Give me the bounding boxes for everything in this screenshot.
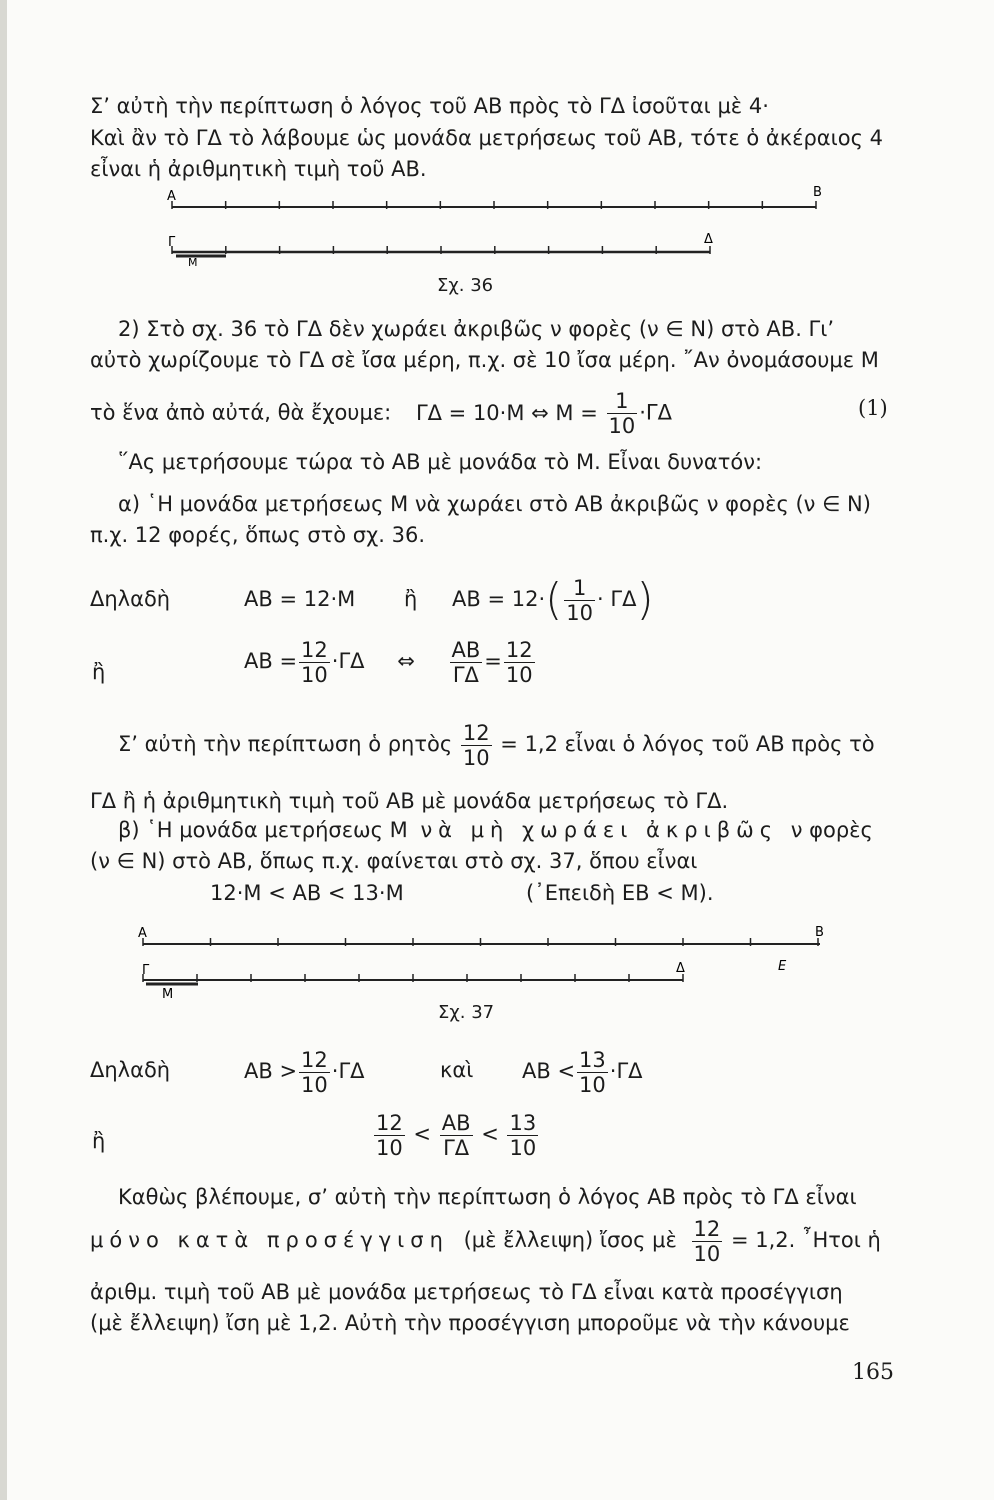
case-b-line2: (ν ∈ Ν) στὸ ΑΒ, ὅπως π.χ. φαίνεται στὸ σχ. 37, ὅπου εἶναι	[90, 849, 698, 873]
eq-ab-12-10-gd: ΑΒ = $\frac{12}{10}$ ·ΓΔ ⇔ $\frac{AB}{\Gamma\Delta}$ = $\frac{12}{10}$	[244, 637, 533, 687]
para2-line4: ῞Ας μετρήσουμε τώρα τὸ ΑΒ μὲ μονάδα τὸ Μ. Εἶναι δυνατόν:	[118, 450, 763, 474]
label-e: Ε	[778, 959, 787, 974]
ineq-ab-lt: ΑΒ < $\frac{13}{10}$ ·ΓΔ	[522, 1047, 643, 1097]
fig37-caption: Σχ. 37	[438, 1002, 495, 1023]
label-d: Δ	[676, 961, 685, 976]
label-b: Β	[813, 186, 822, 200]
label-a: Α	[167, 189, 176, 204]
eq-ab-12-frac: ΑΒ = 12·( $\frac{1}{10}$ · ΓΔ)	[452, 574, 654, 625]
figure-37	[0, 922, 994, 1002]
conclusion-line1: Σ’ αὐτὴ τὴν περίπτωση ὁ ρητὸς $\frac{12}{10}$ = 1,2 εἶναι ὁ λόγος τοῦ ΑΒ πρὸς τὸ	[118, 720, 875, 770]
case-b-ineq: 12·Μ < ΑΒ < 13·Μ	[210, 881, 404, 905]
word-kai: καὶ	[440, 1058, 474, 1082]
label-g: Γ	[142, 963, 150, 978]
label-dilady-2: Δηλαδὴ	[90, 1058, 171, 1082]
ineq-combined: $\frac{12}{10}$ < $\frac{AB}{\Gamma\Delta}$ < $\frac{13}{10}$	[376, 1110, 537, 1160]
label-b: Β	[815, 925, 824, 940]
fig36-caption: Σχ. 36	[437, 275, 494, 296]
last-line2: μόνο κατὰ προσέγγιση (μὲ ἔλλειψη) ἴσος μὲ $\frac{12}{10}$ = 1,2. ῏Ητοι ἡ	[90, 1216, 881, 1266]
or-word: ἢ	[404, 587, 418, 611]
para1-line1: Σ’ αὐτὴ τὴν περίπτωση ὁ λόγος τοῦ ΑΒ πρὸς τὸ ΓΔ ἰσοῦται μὲ 4·	[90, 94, 769, 118]
case-b-line1: β) ῾Η μονάδα μετρήσεως Μ νὰ μὴ χωράει ἀκριβῶς ν φορὲς	[118, 818, 873, 842]
label-dilady: Δηλαδὴ	[90, 587, 171, 611]
page-number: 165	[852, 1360, 894, 1385]
label-g: Γ	[168, 235, 176, 250]
label-d: Δ	[704, 232, 713, 247]
fraction-1-10: $\frac{1}{10}$	[608, 389, 636, 438]
or-word-3: ἢ	[92, 1129, 106, 1153]
conclusion-line2: ΓΔ ἢ ἡ ἀριθμητικὴ τιμὴ τοῦ ΑΒ μὲ μονάδα μετρήσεως τὸ ΓΔ.	[90, 789, 729, 813]
or-word-2: ἢ	[92, 660, 106, 684]
case-a-line1: α) ῾Η μονάδα μετρήσεως Μ νὰ χωράει στὸ ΑΒ ἀκριβῶς ν φορὲς (ν ∈ Ν)	[118, 492, 871, 516]
last-line1: Καθὼς βλέπουμε, σ’ αὐτὴ τὴν περίπτωση ὁ λόγος ΑΒ πρὸς τὸ ΓΔ εἶναι	[118, 1185, 857, 1209]
eq-ab-12m: ΑΒ = 12·Μ	[244, 587, 356, 611]
last-line3: ἀριθμ. τιμὴ τοῦ ΑΒ μὲ μονάδα μετρήσεως τὸ ΓΔ εἶναι κατὰ προσέγγιση	[90, 1280, 843, 1304]
figure-36	[0, 186, 994, 276]
equation-number: (1)	[858, 396, 888, 420]
para1-line2: Καὶ ἂν τὸ ΓΔ τὸ λάβουμε ὡς μονάδα μετρήσεως τοῦ ΑΒ, τότε ὁ ἀκέραιος 4	[90, 126, 883, 150]
para2-line1: 2) Στὸ σχ. 36 τὸ ΓΔ δὲν χωράει ἀκριβῶς ν φορὲς (ν ∈ Ν) στὸ ΑΒ. Γι’	[118, 317, 835, 341]
label-a: Α	[138, 926, 147, 941]
label-m: Μ	[162, 987, 174, 1002]
para2-line3: τὸ ἕνα ἀπὸ αὐτά, θὰ ἔχουμε: ΓΔ = 10·Μ ⇔ Μ = $\frac{1}{10}$ ·ΓΔ	[90, 389, 672, 438]
label-m: Μ	[188, 256, 198, 269]
ineq-ab-gt: ΑΒ > $\frac{12}{10}$ ·ΓΔ	[244, 1047, 365, 1097]
para1-line3: εἶναι ἡ ἀριθμητικὴ τιμὴ τοῦ ΑΒ.	[90, 157, 427, 181]
case-a-line2: π.χ. 12 φορές, ὅπως στὸ σχ. 36.	[90, 523, 425, 547]
last-line4: (μὲ ἔλλειψη) ἴση μὲ 1,2. Αὐτὴ τὴν προσέγγιση μποροῦμε νὰ τὴν κάνουμε	[90, 1311, 850, 1335]
para2-line2: αὐτὸ χωρίζουμε τὸ ΓΔ σὲ ἴσα μέρη, π.χ. σὲ 10 ἴσα μέρη. ῎Αν ὀνομάσουμε Μ	[90, 348, 879, 372]
case-b-reason: (᾿Επειδὴ ΕΒ < Μ).	[526, 881, 714, 905]
